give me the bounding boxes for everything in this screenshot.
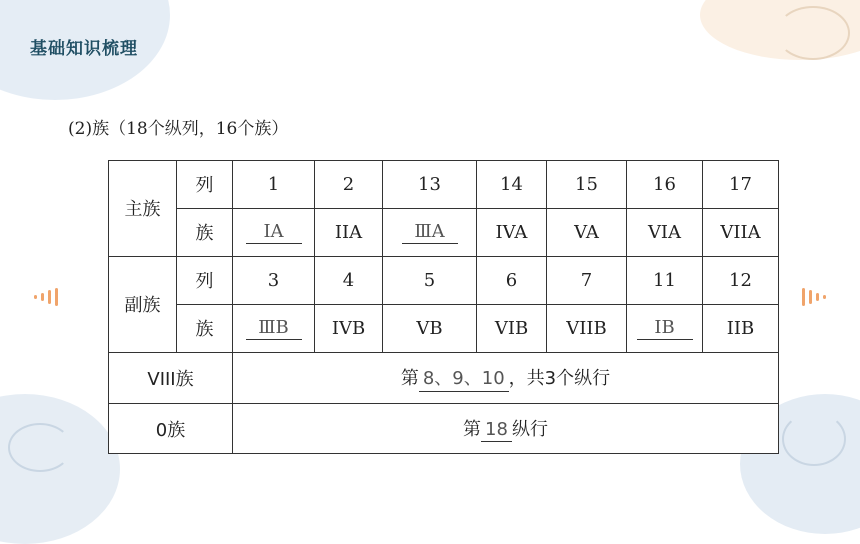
main-group-cell: VIIA xyxy=(703,208,779,256)
section-title: 基础知识梳理 xyxy=(30,39,138,59)
main-group-cell: IIA xyxy=(315,208,383,256)
sub-col-cell: 3 xyxy=(233,256,315,304)
zero-description xyxy=(233,404,779,454)
sub-col-cell: 4 xyxy=(315,256,383,304)
zero-prefix: 第 xyxy=(463,419,482,441)
subtitle: (2)族（18个纵列，16个族） xyxy=(68,119,289,139)
decor-bars-right xyxy=(802,288,826,306)
fill-blank: ⅠA xyxy=(246,221,302,244)
zero-suffix: 纵行 xyxy=(511,419,548,441)
sub-col-cell: 6 xyxy=(477,256,547,304)
main-col-row xyxy=(109,161,779,209)
decor-bars-left xyxy=(34,288,58,306)
zero-group-label: 0族 xyxy=(109,404,233,454)
sub-group-cell xyxy=(233,304,315,352)
main-group-row xyxy=(109,208,779,256)
group-label: 族 xyxy=(177,304,233,352)
viii-prefix: 第 xyxy=(400,367,419,389)
decor-swirl-bottom-right xyxy=(782,412,846,466)
fill-blank: 18 xyxy=(481,419,512,442)
fill-blank: 8、9、10 xyxy=(419,364,509,392)
sub-col-cell: 11 xyxy=(627,256,703,304)
sub-group-row xyxy=(109,304,779,352)
main-group-cell: IVA xyxy=(477,208,547,256)
main-col-cell: 16 xyxy=(627,161,703,209)
group-label: 族 xyxy=(177,208,233,256)
sub-group-cell: VIB xyxy=(477,304,547,352)
sub-group-cell xyxy=(627,304,703,352)
main-group-cell xyxy=(233,208,315,256)
main-col-cell: 2 xyxy=(315,161,383,209)
main-group-cell: VIA xyxy=(627,208,703,256)
main-col-cell: 14 xyxy=(477,161,547,209)
main-group-label: 主族 xyxy=(109,161,177,257)
main-col-cell: 13 xyxy=(383,161,477,209)
col-label: 列 xyxy=(177,161,233,209)
sub-col-cell: 5 xyxy=(383,256,477,304)
sub-group-cell: IIB xyxy=(703,304,779,352)
decor-swirl-top-right xyxy=(776,6,850,60)
sub-col-row xyxy=(109,256,779,304)
viii-row xyxy=(109,352,779,403)
main-col-cell: 17 xyxy=(703,161,779,209)
decor-blob-bottom-left xyxy=(0,394,120,544)
zero-row xyxy=(109,404,779,454)
col-label: 列 xyxy=(177,256,233,304)
sub-group-label: 副族 xyxy=(109,256,177,352)
main-col-cell: 1 xyxy=(233,161,315,209)
fill-blank: ⅠB xyxy=(637,317,693,340)
fill-blank: ⅢA xyxy=(402,221,458,244)
viii-group-label: VIII族 xyxy=(109,352,233,403)
fill-blank: ⅢB xyxy=(246,317,302,340)
viii-description xyxy=(233,352,779,403)
group-table xyxy=(108,160,779,454)
sub-group-cell: VIIB xyxy=(547,304,627,352)
sub-group-cell: VB xyxy=(383,304,477,352)
sub-group-cell: IVB xyxy=(315,304,383,352)
viii-suffix: ，共3个纵行 xyxy=(508,367,611,389)
main-col-cell: 15 xyxy=(547,161,627,209)
main-group-cell: VA xyxy=(547,208,627,256)
sub-col-cell: 7 xyxy=(547,256,627,304)
main-group-cell xyxy=(383,208,477,256)
sub-col-cell: 12 xyxy=(703,256,779,304)
decor-swirl-bottom-left xyxy=(8,423,72,472)
